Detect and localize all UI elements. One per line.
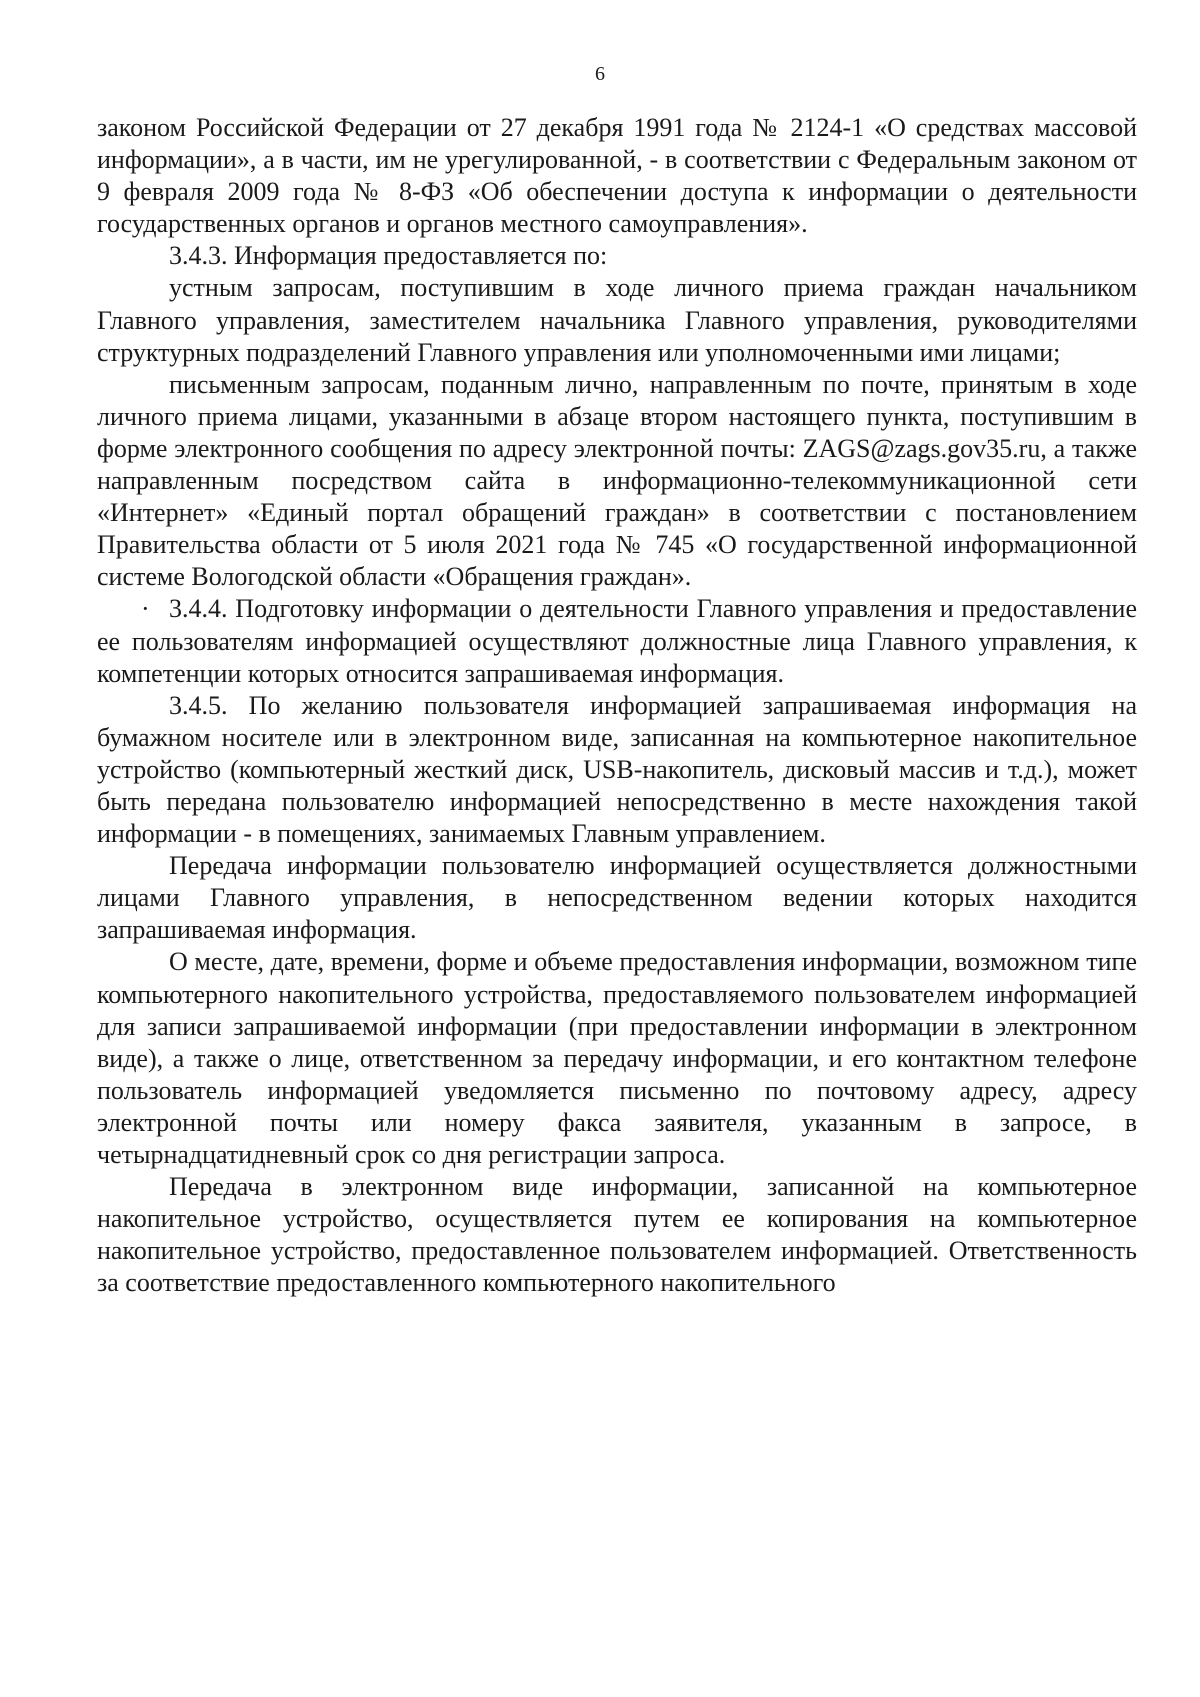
paragraph-oral-requests: устным запросам, поступившим в ходе личного приема граждан начальником Главного управления, заместителем начальника Главного управления, руководителями структурных подразделений Главного управления или уполномоченными ими лицами; xyxy=(97,273,1137,367)
paragraph-3-4-3: 3.4.3. Информация предоставляется по: xyxy=(169,241,608,271)
paragraph-3-4-5: 3.4.5. По желанию пользователя информацией запрашиваемая информация на бумажном носителе или в электронном виде, записанная на компьютерное накопительное устройство (компьютерный жесткий диск, USB-накопитель, дисковый массив и т.д.), может быть передана пользователю информацией непосредственно в месте нахождения такой информации - в помещениях, занимаемых Главным управлением. xyxy=(97,690,1137,849)
paragraph-3-4-4: · 3.4.4. Подготовку информации о деятельности Главного управления и предоставление ее пользователям информацией осуществляют должностные лица Главного управления, к компетенции которых относится запрашиваемая информация. xyxy=(97,594,1137,688)
paragraph-3-4-4-text: 3.4.4. Подготовку информации о деятельности Главного управления и предоставление ее пользователям информацией осуществляют должностные лица Главного управления, к компетенции которых относится запрашиваемая информация. xyxy=(97,594,1137,688)
page-number: 6 xyxy=(595,63,605,85)
paragraph-notification: О месте, дате, времени, форме и объеме предоставления информации, возможном типе компьютерного накопительного устройства, предоставляемого пользователем информацией для записи запрашиваемой информации (при предоставлении информации в электронном виде), а также о лице, ответственном за передачу информации, и его контактном телефоне пользователь информацией уведомляется письменно по почтовому адресу, адресу электронной почты или номеру факса заявителя, указанным в запросе, в четырнадцатидневный срок со дня регистрации запроса. xyxy=(97,947,1137,1169)
paragraph-written-requests: письменным запросам, поданным лично, направленным по почте, принятым в ходе личного приема лицами, указанными в абзаце втором настоящего пункта, поступившим в форме электронного сообщения по адресу электронной почты: ZAGS@zags.gov35.ru, а также направленным посредством сайта в информационно-телекоммуникационной сети «Интернет» «Единый портал обращений граждан» в соответствии с постановлением Правительства области от 5 июля 2021 года № 745 «О государственной информационной системе Вологодской области «Обращения граждан». xyxy=(97,369,1137,592)
paragraph-transfer-officials: Передача информации пользователю информацией осуществляется должностными лицами Главного управления, в непосредственном ведении которых находится запрашиваемая информация. xyxy=(97,851,1137,945)
paragraph-electronic-transfer: Передача в электронном виде информации, записанной на компьютерное накопительное устройство, осуществляется путем ее копирования на компьютерное накопительное устройство, предоставленное пользователем информацией. Ответственность за соответствие предоставленного компьютерного накопительного xyxy=(97,1172,1137,1298)
paragraph-continuation: законом Российской Федерации от 27 декабря 1991 года № 2124-1 «О средствах массовой информации», а в части, им не урегулированной, - в соответствии с Федеральным законом от 9 февраля 2009 года № 8-ФЗ «Об обеспечении доступа к информации о деятельности государственных органов и органов местного самоуправления». xyxy=(97,113,1137,239)
document-body xyxy=(97,112,1137,1299)
